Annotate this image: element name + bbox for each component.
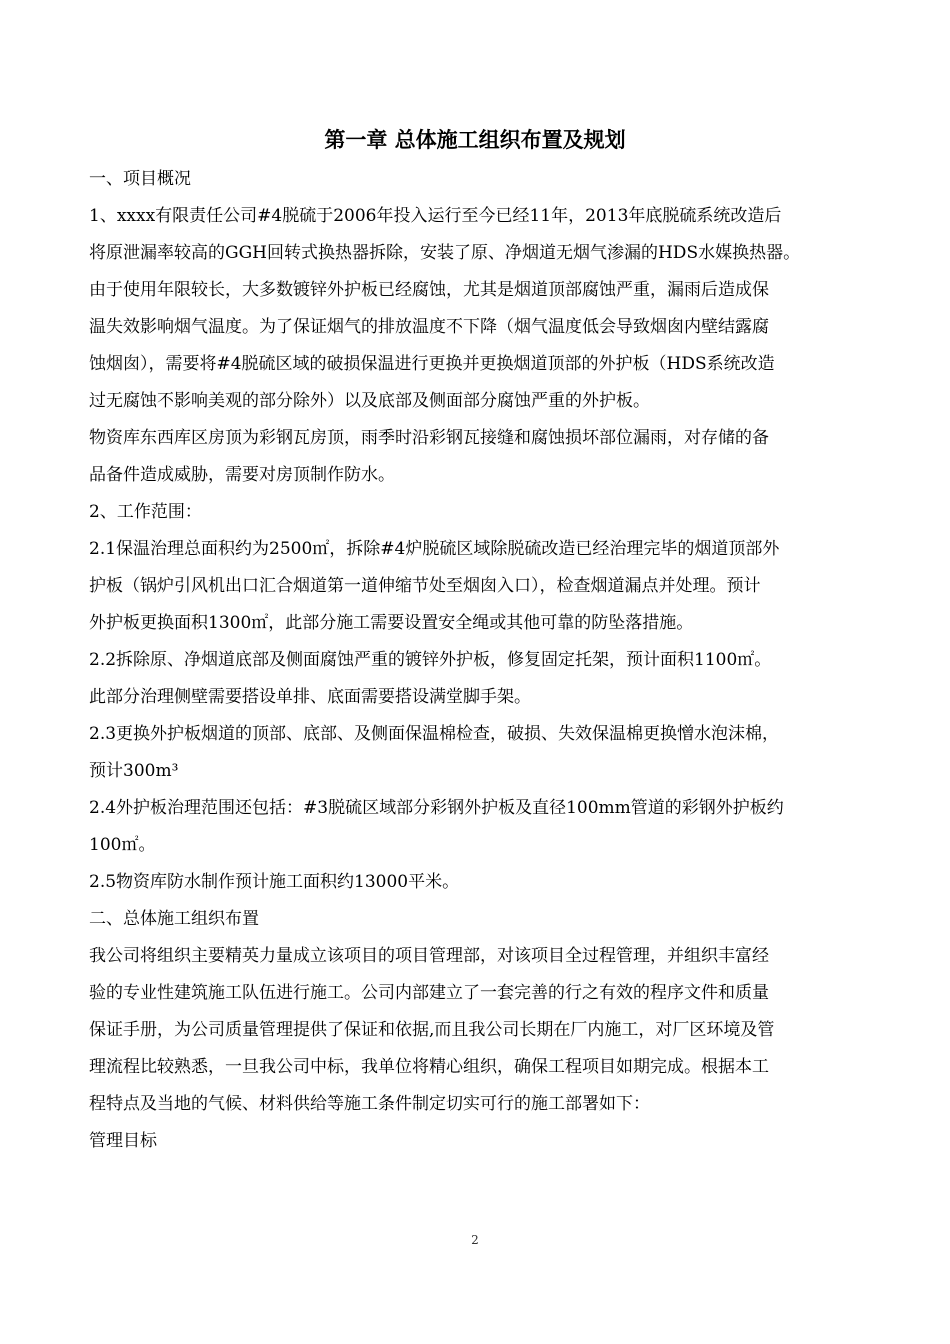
section-heading: 管理目标 <box>89 1131 157 1151</box>
paragraph-line: 2.3更换外护板烟道的顶部、底部、及侧面保温棉检查，破损、失效保温棉更换憎水泡沫棉， <box>89 724 780 744</box>
paragraph-line: 2.4外护板治理范围还包括：#3脱硫区域部分彩钢外护板及直径100mm管道的彩钢外护板约 <box>89 798 784 818</box>
paragraph-line: 程特点及当地的气候、材料供给等施工条件制定切实可行的施工部署如下： <box>89 1094 650 1114</box>
section-heading: 二、总体施工组织布置 <box>89 909 259 929</box>
section-heading: 2、工作范围： <box>89 502 202 522</box>
paragraph-line: 我公司将组织主要精英力量成立该项目的项目管理部，对该项目全过程管理，并组织丰富经 <box>89 946 769 966</box>
paragraph-line: 验的专业性建筑施工队伍进行施工。公司内部建立了一套完善的行之有效的程序文件和质量 <box>89 983 769 1003</box>
paragraph-line: 此部分治理侧壁需要搭设单排、底面需要搭设满堂脚手架。 <box>89 687 531 707</box>
section-heading: 一、项目概况 <box>89 169 191 189</box>
paragraph-line: 理流程比较熟悉，一旦我公司中标，我单位将精心组织，确保工程项目如期完成。根据本工 <box>89 1057 769 1077</box>
paragraph-line: 品备件造成威胁，需要对房顶制作防水。 <box>89 465 395 485</box>
paragraph-line: 护板（锅炉引风机出口汇合烟道第一道伸缩节处至烟囱入口），检查烟道漏点并处理。预计 <box>89 576 761 596</box>
chapter-title: 第一章 总体施工组织布置及规划 <box>324 127 626 152</box>
paragraph-line: 100㎡。 <box>89 835 156 855</box>
paragraph-line: 外护板更换面积1300㎡，此部分施工需要设置安全绳或其他可靠的防坠落措施。 <box>89 613 694 633</box>
paragraph-line: 1、xxxx有限责任公司#4脱硫于2006年投入运行至今已经11年，2013年底脱硫系统改造后 <box>89 206 782 226</box>
paragraph-line: 2.2拆除原、净烟道底部及侧面腐蚀严重的镀锌外护板，修复固定托架，预计面积1100㎡。 <box>89 650 772 670</box>
paragraph-line: 蚀烟囱），需要将#4脱硫区域的破损保温进行更换并更换烟道顶部的外护板（HDS系统改造 <box>89 354 775 374</box>
paragraph-line: 过无腐蚀不影响美观的部分除外）以及底部及侧面部分腐蚀严重的外护板。 <box>89 391 650 411</box>
paragraph-line: 温失效影响烟气温度。为了保证烟气的排放温度不下降（烟气温度低会导致烟囱内壁结露腐 <box>89 317 769 337</box>
paragraph-line: 将原泄漏率较高的GGH回转式换热器拆除，安装了原、净烟道无烟气渗漏的HDS水媒换热器。 <box>89 243 801 263</box>
paragraph-line: 物资库东西库区房顶为彩钢瓦房顶，雨季时沿彩钢瓦接缝和腐蚀损坏部位漏雨，对存储的备 <box>89 428 769 448</box>
page-number: 2 <box>471 1233 479 1247</box>
paragraph-line: 由于使用年限较长，大多数镀锌外护板已经腐蚀，尤其是烟道顶部腐蚀严重，漏雨后造成保 <box>89 280 769 300</box>
paragraph-line: 保证手册，为公司质量管理提供了保证和依据,而且我公司长期在厂内施工，对厂区环境及管 <box>89 1020 775 1040</box>
paragraph-line: 2.1保温治理总面积约为2500㎡，拆除#4炉脱硫区域除脱硫改造已经治理完毕的烟道顶部外 <box>89 539 780 559</box>
paragraph-line: 2.5物资库防水制作预计施工面积约13000平米。 <box>89 872 460 892</box>
paragraph-line: 预计300m³ <box>89 761 179 781</box>
